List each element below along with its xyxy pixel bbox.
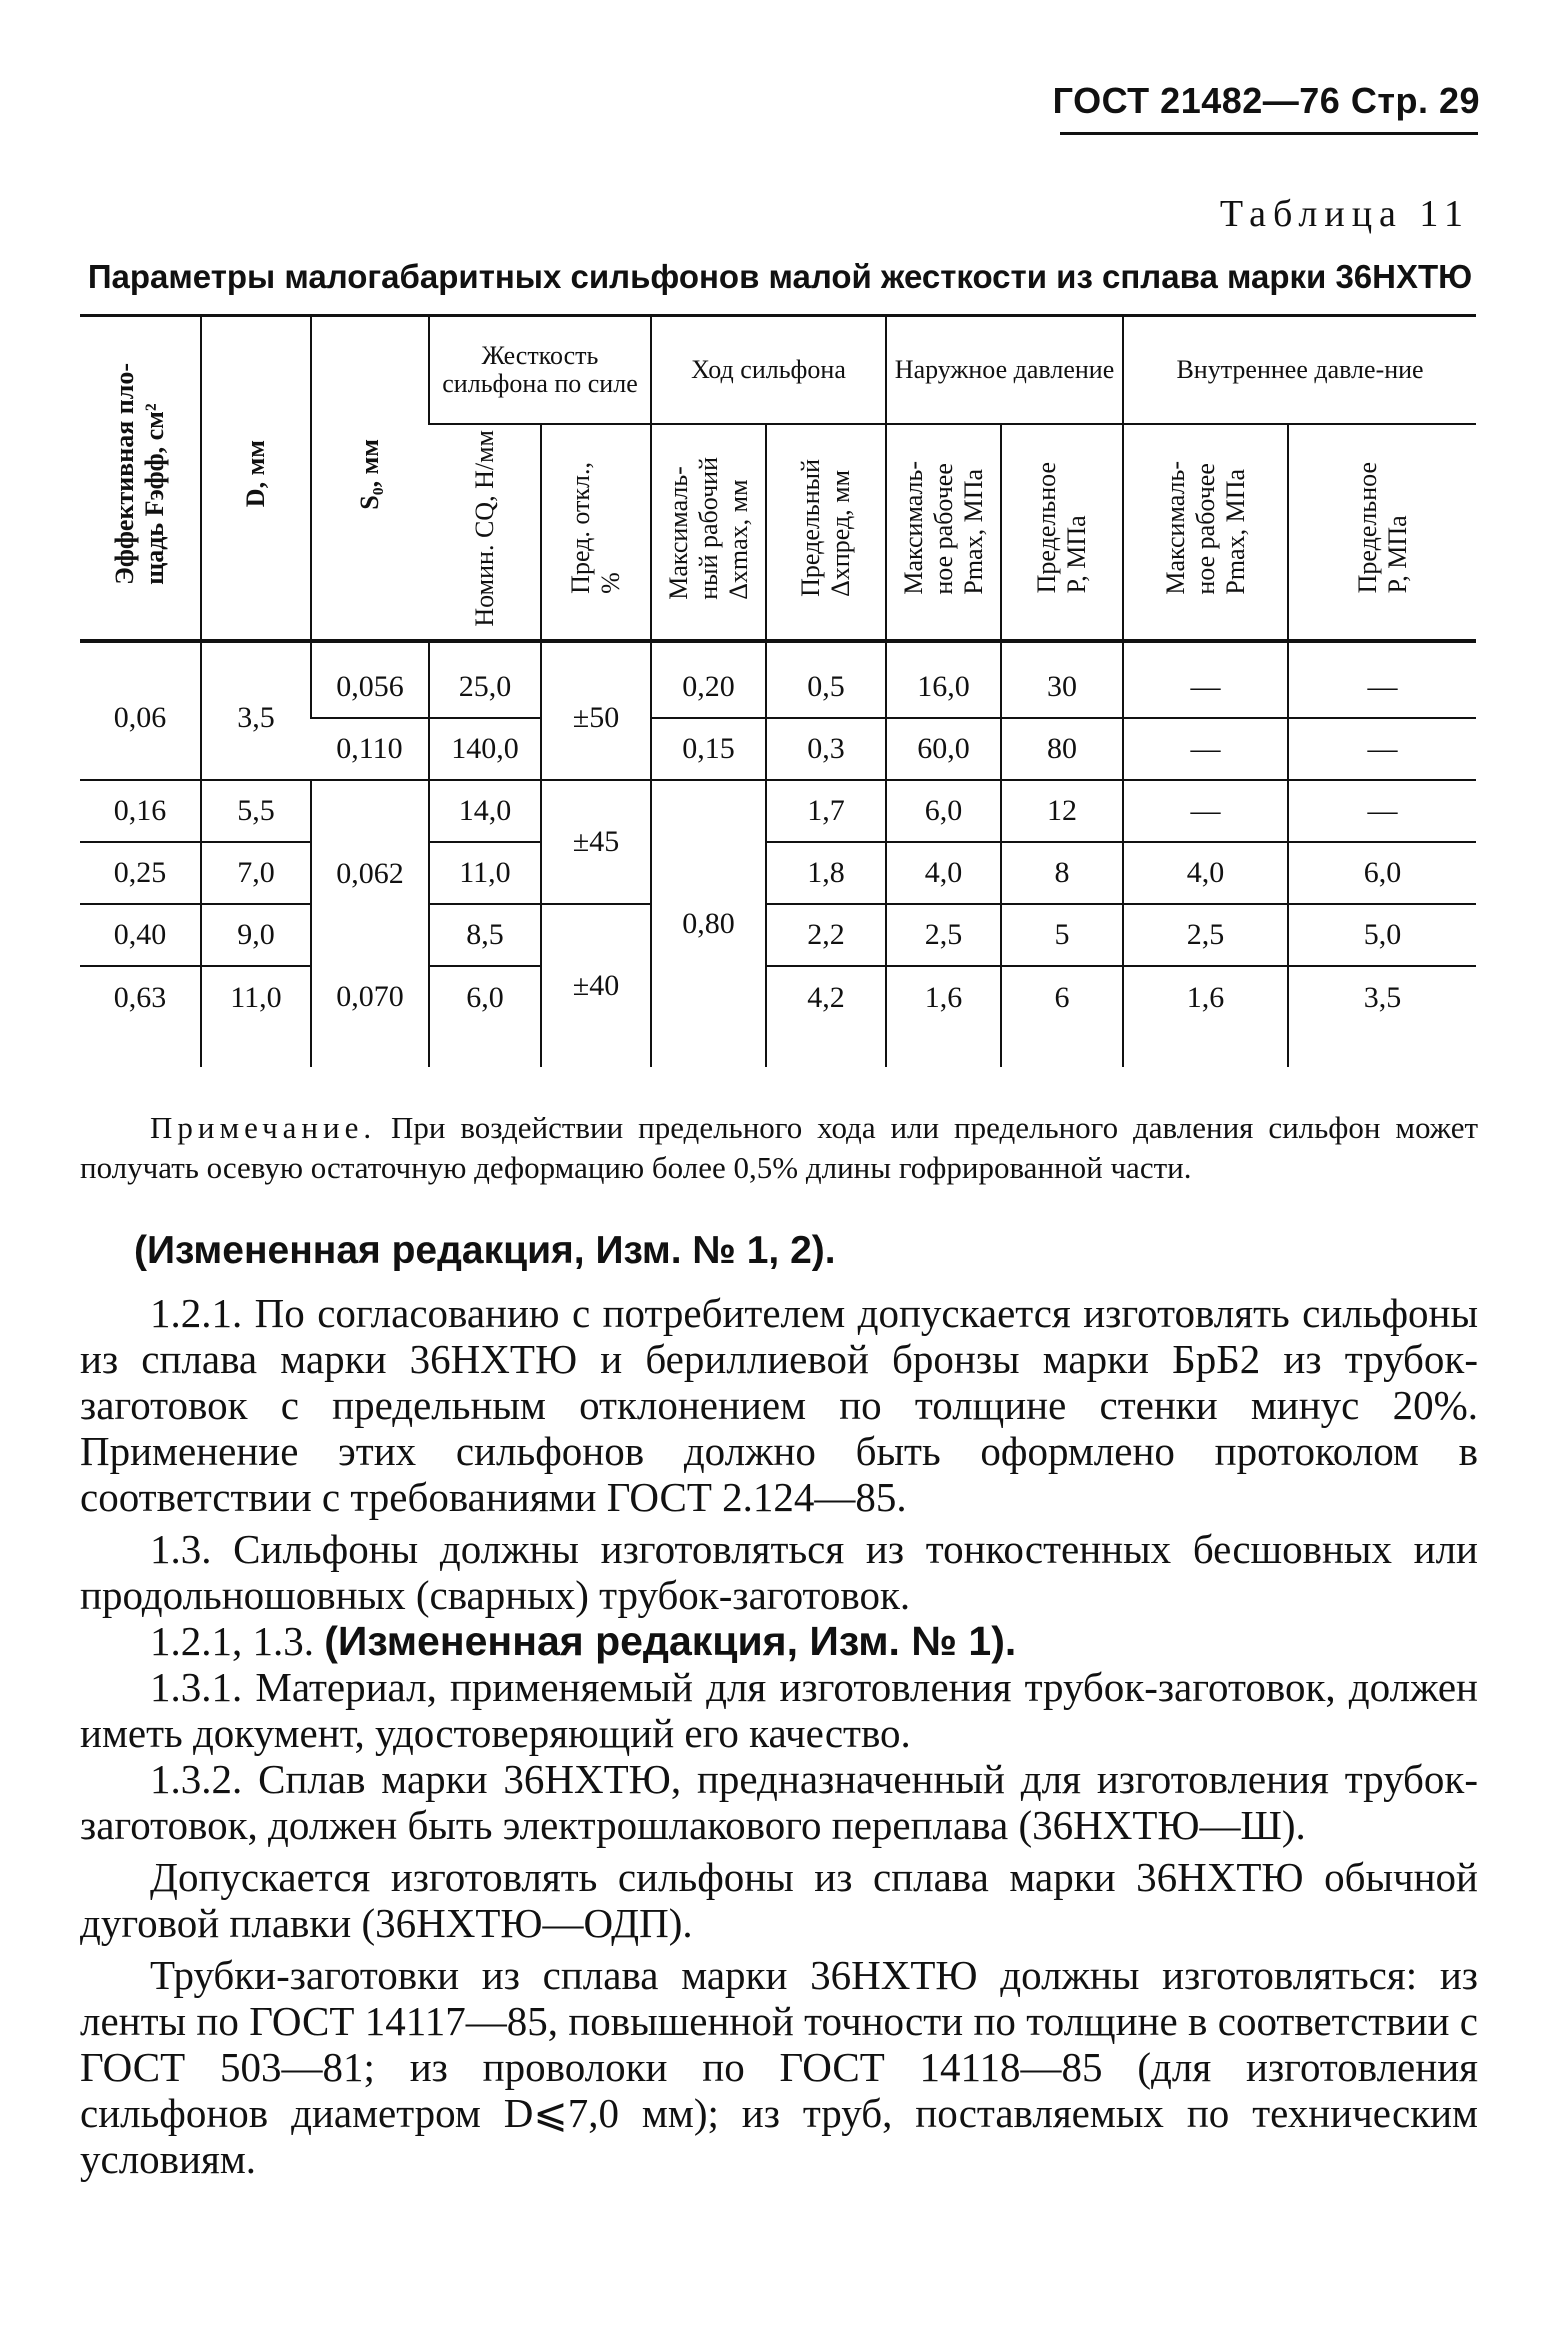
amendment-bold: (Измененная редакция, Изм. № 1). [324, 1618, 1017, 1664]
table-cell: 1,8 [766, 842, 886, 904]
table-cell: ±50 [541, 641, 651, 780]
col-header-stroke-max: Максималь- ный рабочий Δxmax, мм [651, 424, 766, 641]
table-cell: 30 [1001, 641, 1123, 718]
table-cell: 6,0 [886, 780, 1001, 842]
table-cell: — [1123, 718, 1288, 780]
paragraph-1-3-1: 1.3.1. Материал, применяемый для изготовления трубок-заготовок, должен иметь документ, удостоверяющий его качество. [80, 1664, 1478, 1756]
table-cell: 6 [1001, 966, 1123, 1067]
table-cell: 2,5 [886, 904, 1001, 966]
col-header-stiffness-nom: Номин. CQ, Н/мм [429, 424, 541, 641]
table-cell: 5 [1001, 904, 1123, 966]
table-cell: 6,0 [1288, 842, 1476, 904]
paragraph-tubes: Трубки-заготовки из сплава марки 36НХТЮ должны изготовляться: из ленты по ГОСТ 14117—85, повышенной точности по толщине в соответствии с ГОСТ 503—81; из проволоки по ГОСТ 14118—85 (для изготовления сильфонов диаметром D⩽7,0 мм); из труб, поставляемых по техническим условиям. [80, 1952, 1478, 2182]
table-row [80, 780, 1476, 842]
table-cell: 1,7 [766, 780, 886, 842]
paragraph-1-3: 1.3. Сильфоны должны изготовляться из тонкостенных бесшовных или продольношовных (сварных) трубок-заготовок. [80, 1526, 1478, 1618]
table-cell: 0,062 [311, 780, 429, 966]
table-cell: — [1288, 641, 1476, 718]
table-row [80, 641, 1476, 718]
table-cell: 12 [1001, 780, 1123, 842]
table-cell: 0,15 [651, 718, 766, 780]
col-header-int-max: Максималь- ное рабочее Pmax, МПа [1123, 424, 1288, 641]
table-cell: 2,2 [766, 904, 886, 966]
table-cell: — [1288, 780, 1476, 842]
table-cell: 60,0 [886, 718, 1001, 780]
table-cell: 1,6 [886, 966, 1001, 1067]
table-cell: 3,5 [1288, 966, 1476, 1067]
table-title: Параметры малогабаритных сильфонов малой жесткости из сплава марки 36НХТЮ [87, 258, 1473, 295]
col-header-ext-lim: Предельное P, МПа [1001, 424, 1123, 641]
table-cell: — [1123, 780, 1288, 842]
table-cell: 11,0 [429, 842, 541, 904]
table-cell: 14,0 [429, 780, 541, 842]
table-cell: 80 [1001, 718, 1123, 780]
col-header-area: Эффективная пло- щадь Fэфф, см² [80, 316, 201, 642]
table-cell: 3,5 [201, 641, 311, 780]
table-cell: 11,0 [201, 966, 311, 1067]
col-header-int-lim: Предельное P, МПа [1288, 424, 1476, 641]
table-cell: 0,06 [80, 641, 201, 780]
table-cell: 4,2 [766, 966, 886, 1067]
table-cell: 0,5 [766, 641, 886, 718]
amendment-note: (Измененная редакция, Изм. № 1, 2). [134, 1229, 836, 1272]
table-cell: 16,0 [886, 641, 1001, 718]
table-cell: 0,40 [80, 904, 201, 966]
table-cell: 8,5 [429, 904, 541, 966]
table-cell: 4,0 [1123, 842, 1288, 904]
parameters-table [80, 314, 1476, 1067]
col-group-stroke: Ход сильфона [651, 316, 886, 425]
table-cell: 25,0 [429, 641, 541, 718]
col-header-stroke-lim: Предельный Δxпред, мм [766, 424, 886, 641]
table-cell: 2,5 [1123, 904, 1288, 966]
table-row [80, 842, 1476, 904]
paragraph-1-3-2: 1.3.2. Сплав марки 36НХТЮ, предназначенный для изготовления трубок-заготовок, должен быть электрошлакового переплава (36НХТЮ—Ш). [80, 1756, 1478, 1848]
table-cell: 0,20 [651, 641, 766, 718]
table-label: Таблица 11 [1219, 193, 1470, 235]
table-cell: 9,0 [201, 904, 311, 966]
table-cell: 6,0 [429, 966, 541, 1067]
note-text: При воздействии предельного хода или предельного давления сильфон может получать осевую остаточную деформацию более 0,5% длины гофрированной части. [80, 1110, 1478, 1185]
col-header-stiffness-dev: Пред. откл., % [541, 424, 651, 641]
col-header-d: D, мм [201, 316, 311, 642]
table-cell: 4,0 [886, 842, 1001, 904]
table-cell: 0,25 [80, 842, 201, 904]
table-cell: 0,110 [311, 718, 429, 780]
table-cell: — [1288, 718, 1476, 780]
paragraph-1-2-1: 1.2.1. По согласованию с потребителем допускается изготовлять сильфоны из сплава марки 36НХТЮ и бериллиевой бронзы марки БрБ2 из трубок-заготовок с предельным отклонением по толщине стенки минус 20%. Применение этих сильфонов должно быть оформлено протоколом в соответствии с требованиями ГОСТ 2.124—85. [80, 1290, 1478, 1520]
table-cell: 0,63 [113, 981, 167, 1014]
table-cell: 0,3 [766, 718, 886, 780]
table-cell: 140,0 [429, 718, 541, 780]
table-cell: ±40 [541, 904, 651, 1067]
table-cell: 5,0 [1288, 904, 1476, 966]
col-group-stiffness: Жесткость сильфона по силе [429, 316, 651, 425]
paragraph-amendment [80, 1618, 1478, 1664]
col-header-s0: S₀, мм [311, 316, 429, 642]
table-cell: 0,16 [80, 780, 201, 842]
col-header-ext-max: Максималь- ное рабочее Pmax, МПа [886, 424, 1001, 641]
table-note [80, 1108, 1478, 1188]
col-group-external-pressure: Наружное давление [886, 316, 1123, 425]
table-cell: ±45 [541, 780, 651, 904]
header-rule [1060, 132, 1478, 135]
table-cell: 0,056 [311, 641, 429, 718]
table-cell: 7,0 [201, 842, 311, 904]
page-header: ГОСТ 21482—76 Стр. 29 [1052, 80, 1480, 121]
table-cell: 0,070 [311, 966, 429, 1067]
table-row [80, 904, 1476, 966]
document-body [80, 1228, 1478, 2182]
table-row [80, 966, 1476, 1067]
table-cell: — [1123, 641, 1288, 718]
table-cell: 5,5 [201, 780, 311, 842]
amendment-clauses: 1.2.1, 1.3. [150, 1618, 325, 1664]
table-cell: 1,6 [1123, 966, 1288, 1067]
table-cell: 0,80 [651, 780, 766, 1067]
paragraph-allowance: Допускается изготовлять сильфоны из сплава марки 36НХТЮ обычной дуговой плавки (36НХТЮ—ОДП). [80, 1854, 1478, 1946]
note-lead: Примечание. [150, 1110, 377, 1145]
col-group-internal-pressure: Внутреннее давле-ние [1123, 316, 1476, 425]
table-cell: 8 [1001, 842, 1123, 904]
